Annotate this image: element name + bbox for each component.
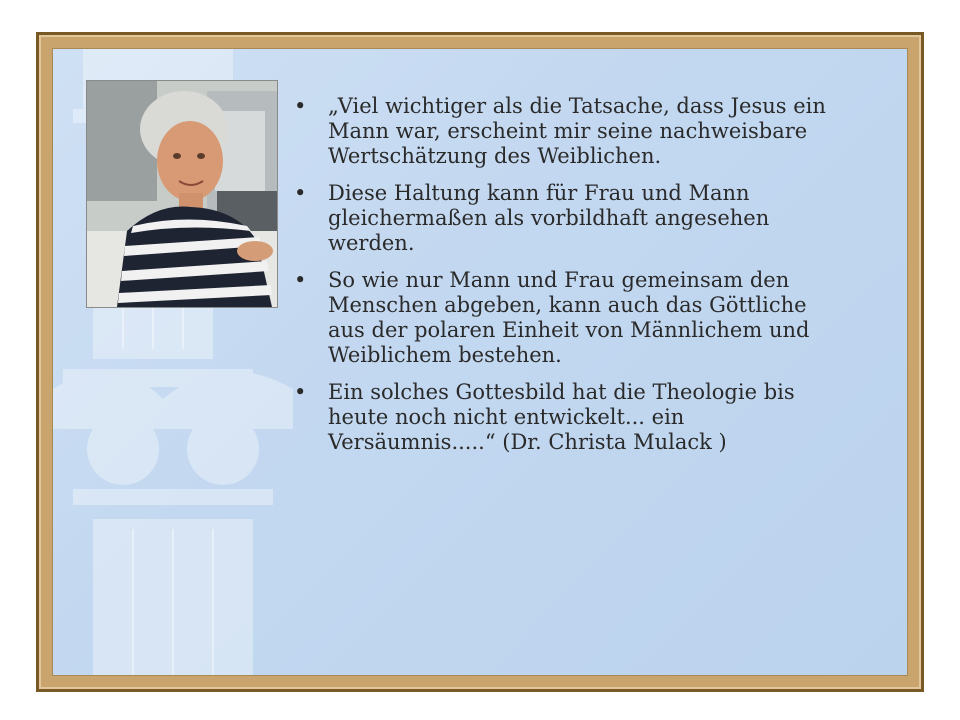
bullet-item-4 bbox=[290, 380, 850, 455]
bullet-item-1 bbox=[290, 94, 850, 169]
bullet-item-2 bbox=[290, 181, 850, 256]
bullet-text: So wie nur Mann und Frau gemeinsam den Menschen abgeben, kann auch das Göttliche aus der polaren Einheit von Männlichem und Weiblichem bestehen. bbox=[328, 268, 810, 367]
bullet-list bbox=[290, 94, 850, 455]
bullet-text: Diese Haltung kann für Frau und Mann gleichermaßen als vorbildhaft angesehen werden. bbox=[328, 181, 770, 255]
bullet-text: Ein solches Gottesbild hat die Theologie bis heute noch nicht entwickelt... ein Versäumnis.....“ (Dr. Christa Mulack ) bbox=[328, 380, 795, 454]
portrait-photo bbox=[86, 80, 278, 308]
bullet-text: „Viel wichtiger als die Tatsache, dass Jesus ein Mann war, erscheint mir seine nachweisbare Wertschätzung des Weiblichen. bbox=[328, 94, 826, 168]
bullet-symbol: • bbox=[294, 268, 307, 292]
bullet-item-3 bbox=[290, 268, 850, 368]
bullet-symbol: • bbox=[294, 181, 307, 205]
bullet-symbol: • bbox=[294, 380, 307, 404]
bullet-text-area bbox=[290, 94, 850, 467]
bullet-symbol: • bbox=[294, 94, 307, 118]
